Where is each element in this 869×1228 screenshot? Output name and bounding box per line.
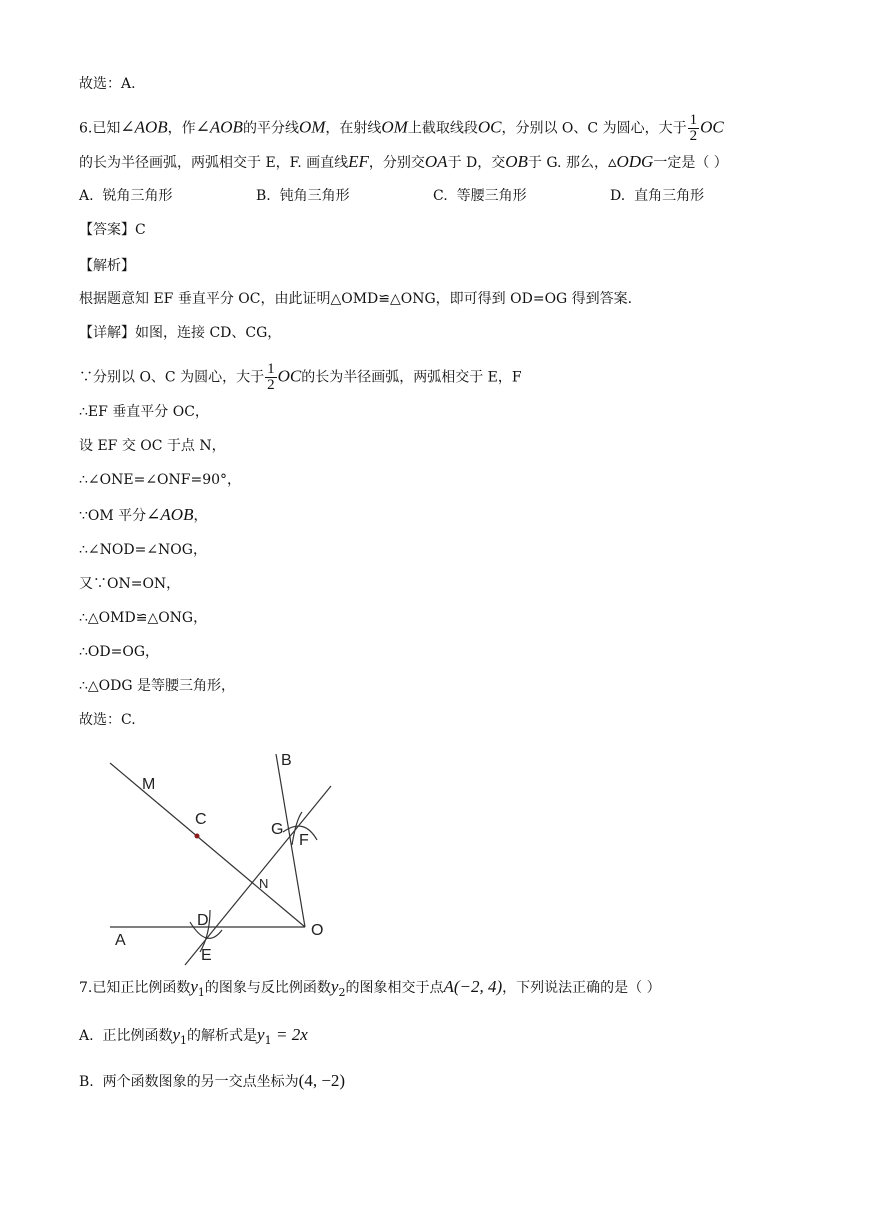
step-4: ∴∠ONE=∠ONF=90°， (79, 472, 242, 488)
fraction-half: $\frac{1}{2}$ (689, 112, 698, 144)
step-1: ∵分别以 O、C 为圆心，大于 $\frac{1}{2}$ OC的长为半径画弧，两弧相交于 E，F (79, 361, 522, 393)
fraction-half: $\frac{1}{2}$ (267, 361, 275, 393)
math-ob: OB (505, 152, 528, 171)
analysis-label: 【解析】 (79, 258, 135, 274)
math-angle-aob: ∠AOB (120, 117, 168, 137)
step-8: ∴△OMD≌△ONG， (79, 610, 208, 626)
label-o: O (311, 922, 324, 939)
option-c: C. 等腰三角形 (433, 188, 527, 204)
math-triangle-odg: ▵ODG (607, 152, 654, 171)
previous-answer: 故选：A. (79, 76, 136, 92)
label-f: F (299, 832, 309, 849)
step-3: 设 EF 交 OC 于点 N， (79, 438, 226, 454)
question-7-stem: 7.已知正比例函数$y_1$的图象与反比例函数$y_2$的图象相交于点A(−2, 4)，下列说法正确的是（ ） (79, 977, 661, 999)
q7-option-a: A. 正比例函数$y_1$的解析式是$y_1 = 2x$ (79, 1025, 308, 1047)
step-11: 故选：C. (79, 712, 136, 728)
question-6-stem-continued: 的长为半径画弧，两弧相交于 E，F. 画直线EF，分别交OA于 D，交OB于 G. 那么，▵ODG一定是（ ） (79, 152, 728, 171)
q7-option-b: B. 两个函数图象的另一交点坐标为(4, −2) (79, 1071, 346, 1090)
option-d: D. 直角三角形 (610, 188, 705, 204)
point-c (195, 834, 200, 839)
step-2: ∴EF 垂直平分 OC， (79, 404, 209, 420)
option-b: B. 钝角三角形 (256, 188, 350, 204)
math-point-a: A(−2, 4) (443, 977, 503, 996)
step-9: ∴OD=OG， (79, 644, 160, 660)
label-e: E (201, 947, 212, 964)
label-c: C (195, 811, 207, 828)
label-a: A (115, 932, 126, 949)
analysis-text: 根据题意知 EF 垂直平分 OC，由此证明△OMD≌△ONG，即可得到 OD=OG 得到答案. (79, 291, 633, 307)
step-5: ∵OM 平分∠AOB， (79, 505, 208, 524)
label-m: M (142, 776, 156, 793)
label-d: D (197, 912, 209, 929)
label-g: G (271, 821, 284, 838)
answer-value: C (135, 222, 146, 238)
answer-label: 【答案】 (79, 222, 135, 238)
math-oc: OC (477, 117, 502, 137)
question-6-stem: 6.已知∠AOB，作∠AOB的平分线OM，在射线OM上截取线段OC，分别以 O、C 为圆心，大于 $\frac{1}{2}$ OC (79, 112, 724, 144)
math-oa: OA (424, 152, 448, 171)
detail-label: 【详解】 (79, 325, 135, 341)
step-10: ∴△ODG 是等腰三角形， (79, 678, 236, 694)
option-a: A. 锐角三角形 (79, 188, 173, 204)
ray-om (110, 763, 305, 927)
detail-line: 【详解】如图，连接 CD、CG， (79, 325, 282, 341)
step-6: ∴∠NOD=∠NOG， (79, 542, 207, 558)
label-b: B (281, 752, 292, 769)
step-7: 又∵ON=ON， (79, 576, 181, 592)
math-om: OM (298, 117, 326, 137)
label-n: N (259, 876, 269, 891)
math-ef: EF (348, 152, 369, 171)
